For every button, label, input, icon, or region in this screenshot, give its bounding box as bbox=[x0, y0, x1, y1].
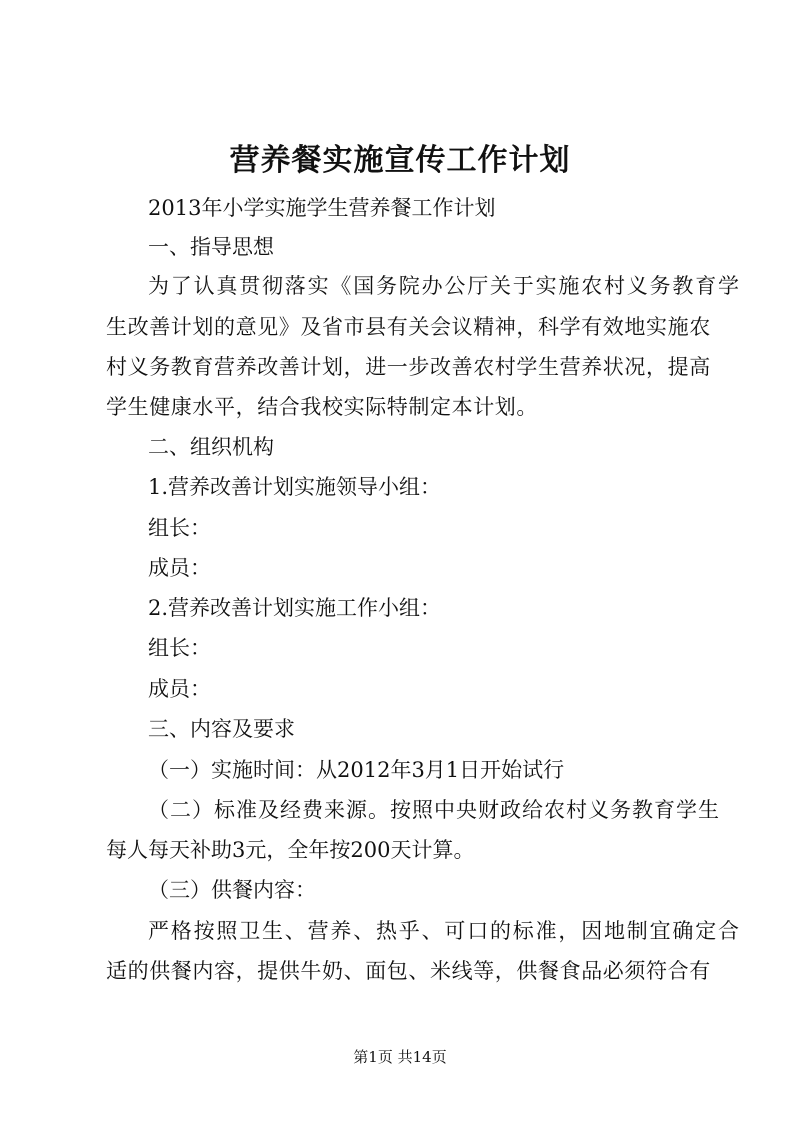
body-line: 村义务教育营养改善计划，进一步改善农村学生营养状况，提高 bbox=[106, 355, 711, 379]
body-line: 严格按照卫生、营养、热乎、可口的标准，因地制宜确定合 bbox=[148, 919, 741, 943]
body-line: 成员： bbox=[148, 677, 211, 701]
body-line: 1.营养改善计划实施领导小组： bbox=[148, 475, 442, 499]
body-line: 2.营养改善计划实施工作小组： bbox=[148, 596, 442, 620]
page-number-footer: 第1页 共14页 bbox=[353, 1048, 447, 1066]
body-line: 每人每天补助3元，全年按200天计算。 bbox=[106, 838, 475, 862]
body-line: 适的供餐内容，提供牛奶、面包、米线等，供餐食品必须符合有 bbox=[106, 959, 711, 983]
body-line: 学生健康水平，结合我校实际特制定本计划。 bbox=[106, 395, 538, 419]
body-line: 为了认真贯彻落实《国务院办公厅关于实施农村义务教育学 bbox=[148, 274, 741, 298]
body-line: （二）标准及经费来源。按照中央财政给农村义务教育学生 bbox=[148, 798, 720, 822]
body-line: 组长： bbox=[148, 516, 211, 540]
body-line: 2013年小学实施学生营养餐工作计划 bbox=[148, 196, 496, 220]
body-line: 生改善计划的意见》及省市县有关会议精神，科学有效地实施农 bbox=[106, 315, 711, 339]
body-line: （三）供餐内容： bbox=[148, 878, 316, 902]
body-line: 组长： bbox=[148, 636, 211, 660]
section-heading: 二、组织机构 bbox=[148, 435, 274, 459]
section-heading: 一、指导思想 bbox=[148, 235, 274, 259]
section-heading: 三、内容及要求 bbox=[148, 717, 295, 741]
document-title: 营养餐实施宣传工作计划 bbox=[229, 143, 571, 178]
body-line: （一）实施时间：从2012年3月1日开始试行 bbox=[148, 758, 565, 782]
body-line: 成员： bbox=[148, 556, 211, 580]
